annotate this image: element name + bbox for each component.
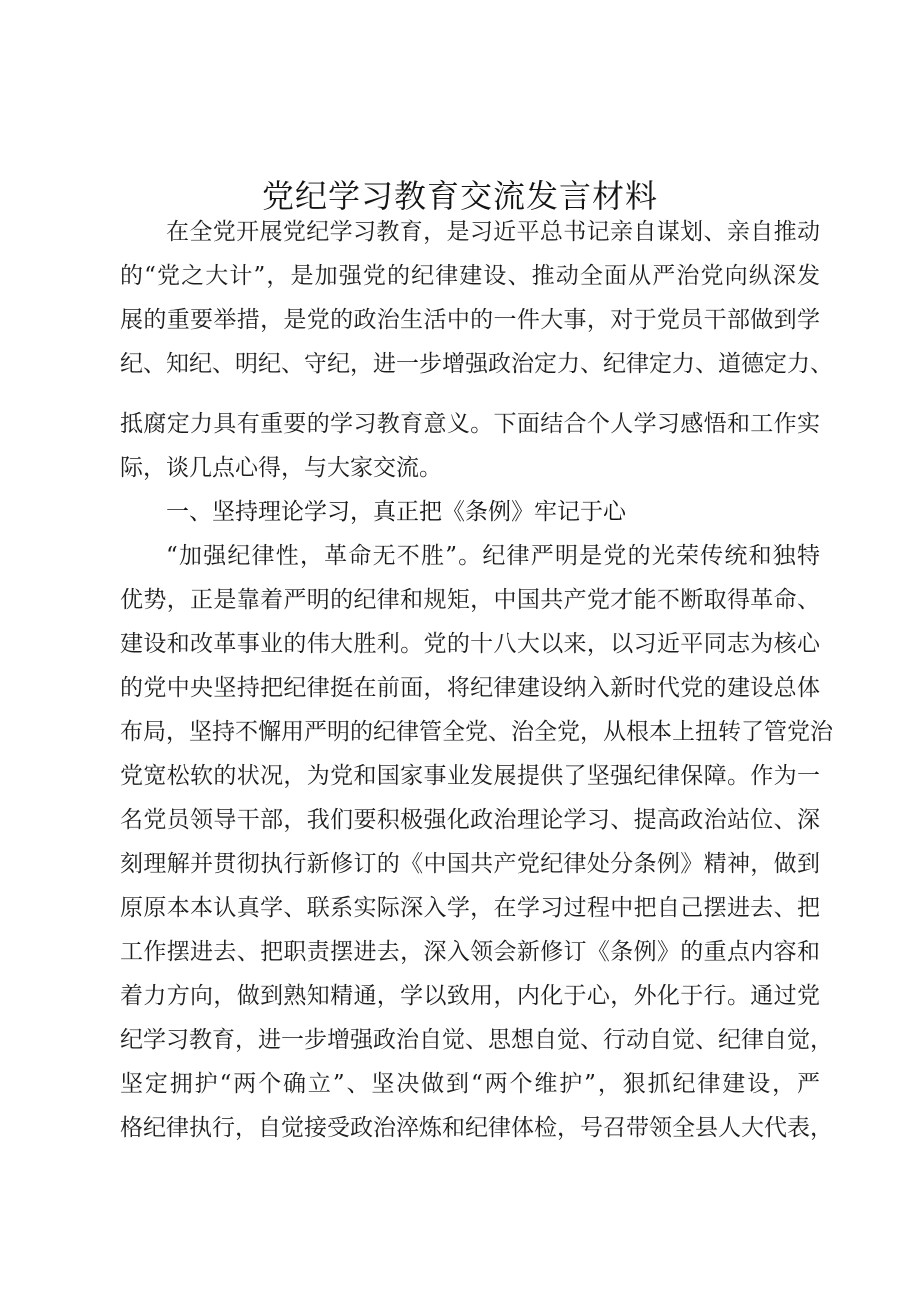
paragraph-line: 的“党之大计”，是加强党的纪律建设、推动全面从严治党向纵深发 [120, 263, 820, 289]
paragraph-line: 展的重要举措，是党的政治生活中的一件大事，对于党员干部做到学 [120, 307, 820, 333]
paragraph-line: 纪学习教育，进一步增强政治自觉、思想自觉、行动自觉、纪律自觉， [120, 1027, 833, 1053]
paragraph-line: 工作摆进去、把职责摆进去，深入领会新修订《条例》的重点内容和 [120, 939, 820, 965]
paragraph-line: “加强纪律性，革命无不胜”。纪律严明是党的光荣传统和独特 [166, 543, 820, 569]
paragraph-line: 着力方向，做到熟知精通，学以致用，内化于心，外化于行。通过党 [120, 983, 820, 1009]
paragraph-line: 建设和改革事业的伟大胜利。党的十八大以来，以习近平同志为核心 [120, 631, 820, 657]
paragraph-line: 原原本本认真学、联系实际深入学，在学习过程中把自己摆进去、把 [120, 895, 820, 921]
paragraph-line: 党宽松软的状况，为党和国家事业发展提供了坚强纪律保障。作为一 [120, 763, 820, 789]
paragraph-line: 布局，坚持不懈用严明的纪律管全党、治全党，从根本上扭转了管党治 [120, 719, 833, 745]
paragraph-line: 在全党开展党纪学习教育，是习近平总书记亲自谋划、亲自推动 [166, 219, 820, 245]
document-title: 党纪学习教育交流发言材料 [261, 177, 658, 215]
paragraph-line: 优势，正是靠着严明的纪律和规矩，中国共产党才能不断取得革命、 [120, 587, 820, 613]
paragraph-line: 的党中央坚持把纪律挺在前面，将纪律建设纳入新时代党的建设总体 [120, 675, 820, 701]
paragraph-line: 际，谈几点心得，与大家交流。 [120, 455, 442, 481]
paragraph-line: 格纪律执行，自觉接受政治淬炼和纪律体检，号召带领全县人大代表， [120, 1115, 833, 1141]
paragraph-line: 名党员领导干部，我们要积极强化政治理论学习、提高政治站位、深 [120, 807, 820, 833]
paragraph-line: 刻理解并贯彻执行新修订的《中国共产党纪律处分条例》精神，做到 [120, 851, 820, 877]
paragraph-line: 抵腐定力具有重要的学习教育意义。下面结合个人学习感悟和工作实 [120, 411, 820, 437]
paragraph-line: 坚定拥护“两个确立”、坚决做到“两个维护”，狠抓纪律建设，严 [120, 1071, 820, 1097]
paragraph-line: 纪、知纪、明纪、守纪，进一步增强政治定力、纪律定力、道德定力、 [120, 351, 833, 377]
section-heading: 一、坚持理论学习，真正把《条例》牢记于心 [166, 499, 626, 525]
